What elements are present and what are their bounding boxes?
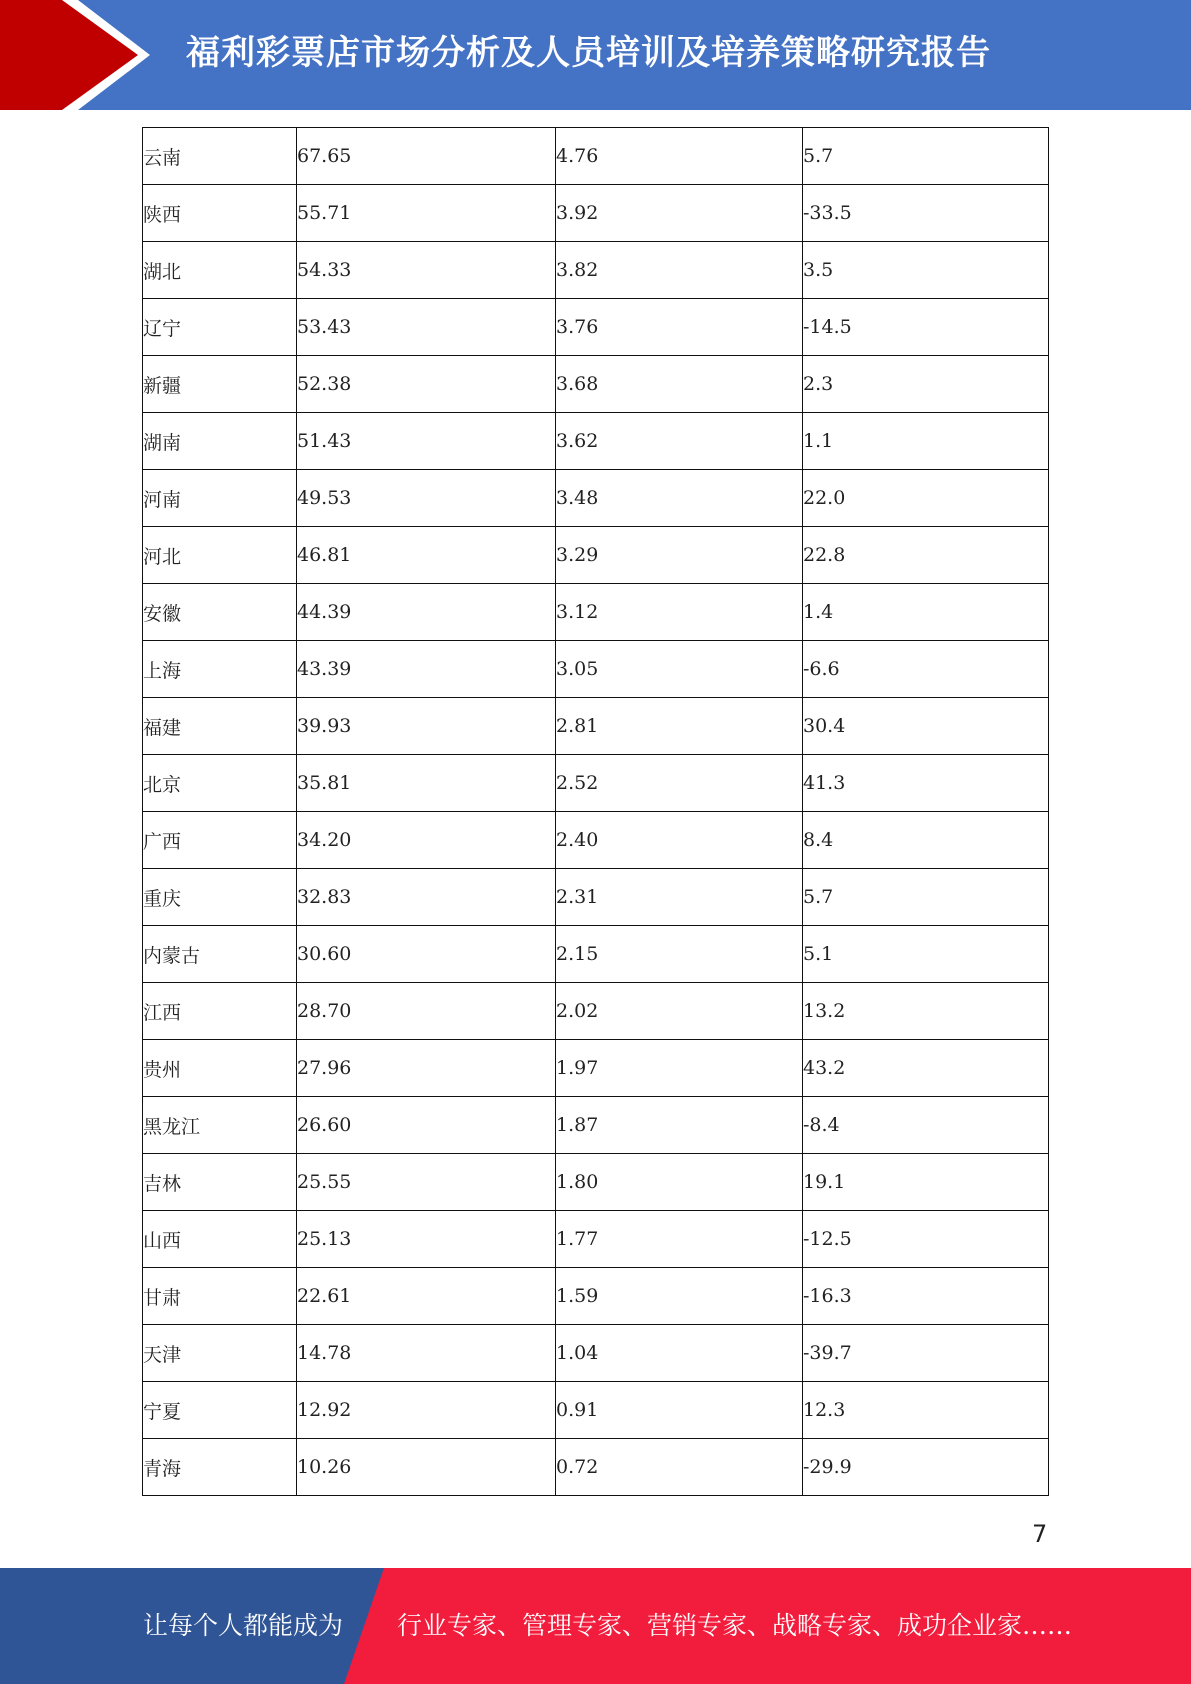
value-cell: 26.60 — [297, 1097, 556, 1154]
table-body — [143, 128, 1049, 1496]
growth-cell: 5.7 — [803, 128, 1049, 185]
region-cell: 河北 — [143, 527, 297, 584]
region-cell: 内蒙古 — [143, 926, 297, 983]
share-cell: 1.59 — [556, 1268, 803, 1325]
share-cell: 1.80 — [556, 1154, 803, 1211]
table-row — [143, 755, 1049, 812]
table-row — [143, 413, 1049, 470]
table-row — [143, 812, 1049, 869]
region-cell: 云南 — [143, 128, 297, 185]
value-cell: 53.43 — [297, 299, 556, 356]
value-cell: 27.96 — [297, 1040, 556, 1097]
share-cell: 3.48 — [556, 470, 803, 527]
share-cell: 2.81 — [556, 698, 803, 755]
table-row — [143, 1040, 1049, 1097]
page-footer — [0, 1568, 1191, 1684]
growth-cell: 41.3 — [803, 755, 1049, 812]
growth-cell: -39.7 — [803, 1325, 1049, 1382]
share-cell: 1.87 — [556, 1097, 803, 1154]
report-title: 福利彩票店市场分析及人员培训及培养策略研究报告 — [186, 33, 991, 73]
value-cell: 10.26 — [297, 1439, 556, 1496]
value-cell: 14.78 — [297, 1325, 556, 1382]
growth-cell: -16.3 — [803, 1268, 1049, 1325]
table-row — [143, 242, 1049, 299]
share-cell: 3.12 — [556, 584, 803, 641]
value-cell: 43.39 — [297, 641, 556, 698]
value-cell: 35.81 — [297, 755, 556, 812]
value-cell: 25.55 — [297, 1154, 556, 1211]
value-cell: 12.92 — [297, 1382, 556, 1439]
share-cell: 4.76 — [556, 128, 803, 185]
growth-cell: 19.1 — [803, 1154, 1049, 1211]
table-row — [143, 698, 1049, 755]
region-cell: 湖北 — [143, 242, 297, 299]
region-cell: 辽宁 — [143, 299, 297, 356]
growth-cell: -6.6 — [803, 641, 1049, 698]
growth-cell: 5.7 — [803, 869, 1049, 926]
value-cell: 28.70 — [297, 983, 556, 1040]
value-cell: 25.13 — [297, 1211, 556, 1268]
table-row — [143, 869, 1049, 926]
table-row — [143, 1268, 1049, 1325]
region-cell: 广西 — [143, 812, 297, 869]
region-cell: 贵州 — [143, 1040, 297, 1097]
value-cell: 49.53 — [297, 470, 556, 527]
share-cell: 2.31 — [556, 869, 803, 926]
table-row — [143, 128, 1049, 185]
region-cell: 湖南 — [143, 413, 297, 470]
table-row — [143, 299, 1049, 356]
share-cell: 3.82 — [556, 242, 803, 299]
region-cell: 江西 — [143, 983, 297, 1040]
value-cell: 51.43 — [297, 413, 556, 470]
value-cell: 30.60 — [297, 926, 556, 983]
table-row — [143, 926, 1049, 983]
share-cell: 1.97 — [556, 1040, 803, 1097]
table-row — [143, 1382, 1049, 1439]
value-cell: 32.83 — [297, 869, 556, 926]
growth-cell: 43.2 — [803, 1040, 1049, 1097]
share-cell: 3.68 — [556, 356, 803, 413]
region-cell: 上海 — [143, 641, 297, 698]
share-cell: 3.76 — [556, 299, 803, 356]
table-row — [143, 356, 1049, 413]
share-cell: 1.77 — [556, 1211, 803, 1268]
footer-slogan-right: 行业专家、管理专家、营销专家、战略专家、成功企业家…… — [397, 1611, 1073, 1640]
value-cell: 44.39 — [297, 584, 556, 641]
growth-cell: 5.1 — [803, 926, 1049, 983]
share-cell: 2.52 — [556, 755, 803, 812]
share-cell: 0.72 — [556, 1439, 803, 1496]
growth-cell: 1.1 — [803, 413, 1049, 470]
share-cell: 3.29 — [556, 527, 803, 584]
value-cell: 55.71 — [297, 185, 556, 242]
table-row — [143, 470, 1049, 527]
region-cell: 重庆 — [143, 869, 297, 926]
data-table — [142, 127, 1049, 1496]
table-row — [143, 1439, 1049, 1496]
growth-cell: -8.4 — [803, 1097, 1049, 1154]
share-cell: 2.40 — [556, 812, 803, 869]
growth-cell: 1.4 — [803, 584, 1049, 641]
growth-cell: 3.5 — [803, 242, 1049, 299]
region-cell: 陕西 — [143, 185, 297, 242]
value-cell: 52.38 — [297, 356, 556, 413]
share-cell: 3.92 — [556, 185, 803, 242]
region-cell: 宁夏 — [143, 1382, 297, 1439]
growth-cell: -29.9 — [803, 1439, 1049, 1496]
growth-cell: 30.4 — [803, 698, 1049, 755]
table-row — [143, 185, 1049, 242]
footer-slogan-left: 让每个人都能成为 — [143, 1611, 344, 1640]
growth-cell: -12.5 — [803, 1211, 1049, 1268]
share-cell: 2.02 — [556, 983, 803, 1040]
region-cell: 福建 — [143, 698, 297, 755]
share-cell: 2.15 — [556, 926, 803, 983]
growth-cell: 12.3 — [803, 1382, 1049, 1439]
share-cell: 0.91 — [556, 1382, 803, 1439]
growth-cell: -14.5 — [803, 299, 1049, 356]
growth-cell: 2.3 — [803, 356, 1049, 413]
value-cell: 34.20 — [297, 812, 556, 869]
value-cell: 39.93 — [297, 698, 556, 755]
table-row — [143, 1154, 1049, 1211]
page-header — [0, 0, 1191, 110]
region-cell: 甘肃 — [143, 1268, 297, 1325]
growth-cell: 8.4 — [803, 812, 1049, 869]
value-cell: 22.61 — [297, 1268, 556, 1325]
region-cell: 山西 — [143, 1211, 297, 1268]
table-row — [143, 1097, 1049, 1154]
region-cell: 新疆 — [143, 356, 297, 413]
table-row — [143, 983, 1049, 1040]
value-cell: 54.33 — [297, 242, 556, 299]
share-cell: 3.05 — [556, 641, 803, 698]
page-number: 7 — [1032, 1520, 1048, 1548]
table-row — [143, 527, 1049, 584]
growth-cell: -33.5 — [803, 185, 1049, 242]
region-cell: 河南 — [143, 470, 297, 527]
table-row — [143, 1211, 1049, 1268]
share-cell: 1.04 — [556, 1325, 803, 1382]
region-cell: 北京 — [143, 755, 297, 812]
table-row — [143, 1325, 1049, 1382]
region-cell: 青海 — [143, 1439, 297, 1496]
share-cell: 3.62 — [556, 413, 803, 470]
growth-cell: 13.2 — [803, 983, 1049, 1040]
table-row — [143, 584, 1049, 641]
value-cell: 46.81 — [297, 527, 556, 584]
region-cell: 安徽 — [143, 584, 297, 641]
region-cell: 吉林 — [143, 1154, 297, 1211]
growth-cell: 22.0 — [803, 470, 1049, 527]
region-cell: 天津 — [143, 1325, 297, 1382]
table-row — [143, 641, 1049, 698]
value-cell: 67.65 — [297, 128, 556, 185]
region-cell: 黑龙江 — [143, 1097, 297, 1154]
growth-cell: 22.8 — [803, 527, 1049, 584]
